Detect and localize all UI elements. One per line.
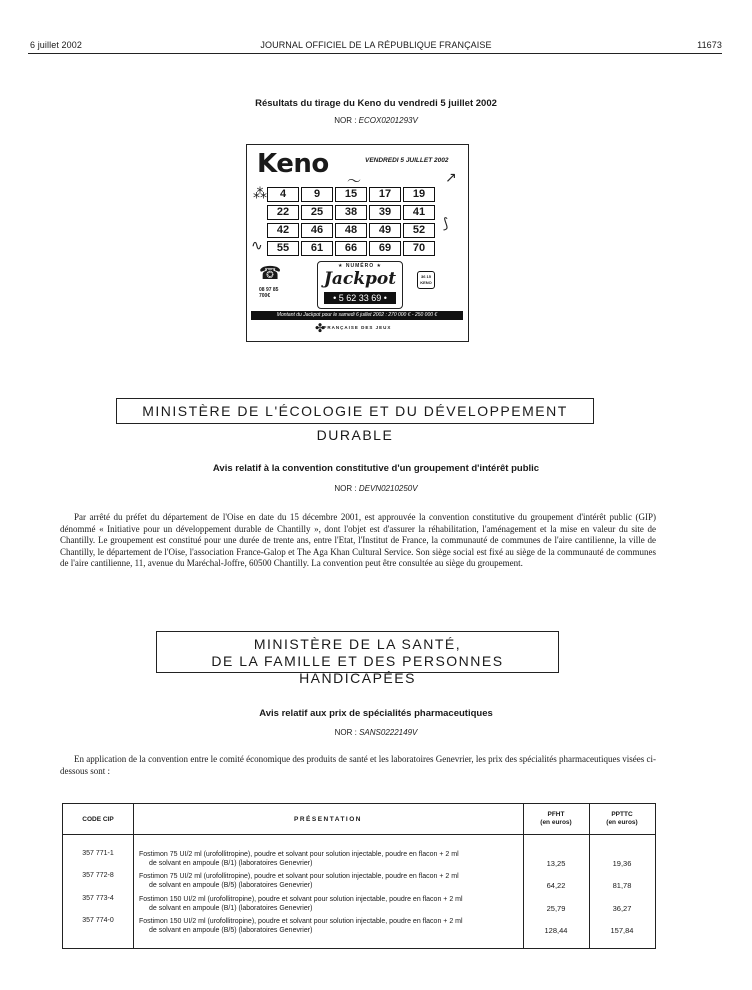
cip-code: 357 774-0 [82,917,114,924]
keno-number: 66 [335,241,367,256]
keno-number: 61 [301,241,333,256]
ppttc-value: 157,84 [610,926,634,935]
nor-label: NOR : [334,728,357,737]
cip-code: 357 772-8 [82,872,114,879]
decorative-scribble: ⟆ [443,215,449,231]
ppttc-value: 36,27 [612,904,632,913]
keno-banner: Montant du Jackpot pour le samedi 6 juillet 2002 : 270 000 € - 250 000 € [251,311,463,320]
keno-number: 39 [369,205,401,220]
keno-number: 22 [267,205,299,220]
keno-number: 15 [335,187,367,202]
operator-name: FRANÇAISE DES JEUX [323,325,392,330]
keno-nor [0,116,752,125]
table-column-rule [133,804,134,948]
table-header-rule [63,834,655,835]
column-header-presentation: PRÉSENTATION [294,816,362,823]
decorative-scribble: ∿ [251,237,263,253]
health-notice-intro: En application de la convention entre le comité économique des produits de santé et les laboratoires Genevrier, les prix des spécialités pharmaceutiques visées ci-dessous sont : [60,754,656,776]
header-journal-title: JOURNAL OFFICIEL DE LA RÉPUBLIQUE FRANÇAISE [260,40,492,50]
decorative-scribble: ⁂ [253,185,267,201]
keno-number-grid [267,187,435,256]
ecology-notice-body: Par arrêté du préfet du département de l'Oise en date du 15 décembre 2001, est approuvée la convention constitutive du groupement d'intérêt public (GIP) dénommé « Initiative pour un développement durable de Chantilly », dont l'objet est d'assurer la réhabilitation, l'aménagement et la mise en valeur du site de Chantilly. Le groupement est constitué pour une durée de trente ans, entre l'Etat, l'Institut de France, la communauté de communes de l'aire cantilienne, la ville de Chantilly, le département de l'Oise, l'association France-Galop et The Aga Khan Cultural Service. Son siège social est fixé au siège de la communauté de communes de l'aire cantilienne, 11, avenue du Maréchal-Joffre, 60500 Chantilly. La convention peut être consultée au siège du groupement. [60,512,656,568]
keno-number: 49 [369,223,401,238]
ministry-ecology-name: MINISTÈRE DE L'ÉCOLOGIE ET DU DÉVELOPPEMENT DURABLE [142,403,568,443]
keno-number: 25 [301,205,333,220]
pfht-value: 13,25 [546,859,566,868]
column-header-code: CODE CIP [82,816,114,823]
jackpot-box [317,261,403,309]
health-nor [0,728,752,737]
nor-code: ECOX0201293V [358,116,418,125]
nor-label: NOR : [334,484,357,493]
header-date: 6 juillet 2002 [30,40,82,50]
keno-number: 17 [369,187,401,202]
ppttc-value: 19,36 [612,859,632,868]
health-notice-title: Avis relatif aux prix de spécialités pharmaceutiques [259,708,493,719]
keno-number: 48 [335,223,367,238]
keno-title: Résultats du tirage du Keno du vendredi 5 juillet 2002 [255,98,497,109]
jackpot-word: Jackpot [323,269,397,289]
nor-code: SANS0222149V [359,728,418,737]
keno-number: 55 [267,241,299,256]
decorative-scribble: ↗ [445,169,457,185]
ministry-health-line2: DE LA FAMILLE ET DES PERSONNES HANDICAPÉES [211,653,504,686]
column-header-pfht: PFHT (en euros) [540,811,572,826]
nor-label: NOR : [334,116,357,125]
keno-logo: Keno [257,149,329,179]
keno-number: 69 [369,241,401,256]
keno-date: VENDREDI 5 JUILLET 2002 [365,157,449,164]
pfht-value: 128,44 [544,926,568,935]
keno-number: 52 [403,223,435,238]
keno-number: 46 [301,223,333,238]
keno-number: 42 [267,223,299,238]
keno-number: 41 [403,205,435,220]
keno-ticket-image [246,144,469,342]
keno-number: 38 [335,205,367,220]
price-table [62,803,656,949]
ministry-health-box [156,631,559,686]
presentation-text: Fostimon 75 UI/2 ml (urofollitropine), poudre et solvant pour solution injectable, poudre en flacon + 2 ml de solvant en ampoule (B/1) (laboratoires Genevrier) [139,851,459,867]
header-rule [28,53,722,54]
ministry-health-line1: MINISTÈRE DE LA SANTÉ, [253,636,462,652]
telephone-icon: ☎ [259,263,282,283]
pfht-value: 25,79 [546,904,566,913]
cip-code: 357 773-4 [82,895,114,902]
keno-phone: 08 97 85 700€ [259,287,279,299]
minitel-icon: 36 15 KENO [417,271,435,289]
presentation-text: Fostimon 75 UI/2 ml (urofollitropine), poudre et solvant pour solution injectable, poudre en flacon + 2 ml de solvant en ampoule (B/5) (laboratoires Genevrier) [139,873,459,889]
ppttc-value: 81,78 [612,881,632,890]
keno-number: 4 [267,187,299,202]
ecology-nor [0,484,752,493]
pfht-value: 64,22 [546,881,566,890]
jackpot-label: ★ NUMÉRO ★ [338,263,382,269]
keno-number: 19 [403,187,435,202]
keno-number: 70 [403,241,435,256]
keno-number: 9 [301,187,333,202]
presentation-text: Fostimon 150 UI/2 ml (urofollitropine), poudre et solvant pour solution injectable, poudre en flacon + 2 ml de solvant en ampoule (B/1) (laboratoires Genevrier) [139,896,463,912]
clover-icon: ✤ [315,321,326,335]
jackpot-number: • 5 62 33 69 • [324,292,396,304]
header-page-number: 11673 [697,40,722,50]
nor-code: DEVN0210250V [358,484,418,493]
cip-code: 357 771-1 [82,850,114,857]
column-header-ppttc: PPTTC (en euros) [606,811,638,826]
ministry-ecology-box [116,398,594,443]
ecology-notice-title: Avis relatif à la convention constitutive d'un groupement d'intérêt public [212,463,540,474]
presentation-text: Fostimon 150 UI/2 ml (urofollitropine), poudre et solvant pour solution injectable, poudre en flacon + 2 ml de solvant en ampoule (B/5) (laboratoires Genevrier) [139,918,463,934]
decorative-scribble: 〜 [347,173,361,189]
